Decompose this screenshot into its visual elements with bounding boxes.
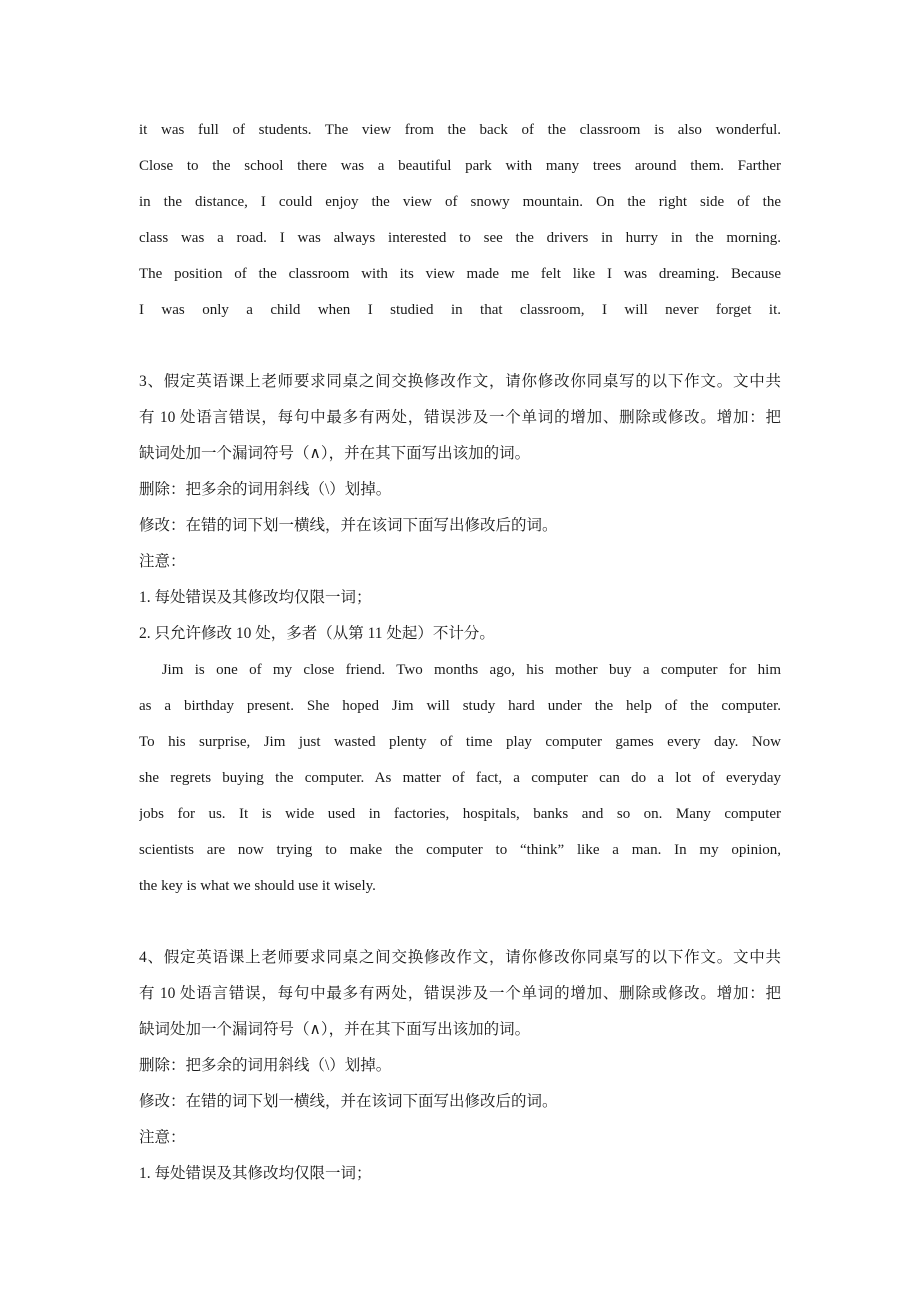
- document-page: [139, 112, 781, 1192]
- question-3-instruction: 缺词处加一个漏词符号（∧），并在其下面写出该加的词。: [139, 445, 531, 462]
- question-3: [139, 364, 781, 904]
- question-3-delete-rule: 删除：把多余的词用斜线（\）划掉。: [139, 481, 392, 498]
- question-4-instruction: 有 10 处语言错误，每句中最多有两处，错误涉及一个单词的增加、删除或修改。增加：把: [139, 985, 781, 1002]
- question-4-note-heading: 注意：: [139, 1129, 186, 1146]
- previous-passage: [139, 112, 781, 328]
- essay-line: the key is what we should use it wisely.: [139, 878, 376, 894]
- question-3-note-2: 2. 只允许修改 10 处，多者（从第 11 处起）不计分。: [139, 625, 495, 642]
- question-3-instruction: 3、假定英语课上老师要求同桌之间交换修改作文，请你修改你同桌写的以下作文。文中共: [139, 373, 781, 390]
- question-4-instruction: 4、假定英语课上老师要求同桌之间交换修改作文，请你修改你同桌写的以下作文。文中共: [139, 949, 781, 966]
- question-4-instruction: 缺词处加一个漏词符号（∧），并在其下面写出该加的词。: [139, 1021, 531, 1038]
- passage-line: it was full of students. The view from the back of the classroom is also wonderful.: [139, 122, 781, 138]
- question-4-delete-rule: 删除：把多余的词用斜线（\）划掉。: [139, 1057, 392, 1074]
- essay-line: To his surprise, Jim just wasted plenty of time play computer games every day. Now: [139, 734, 781, 750]
- question-4: [139, 940, 781, 1192]
- passage-line: class was a road. I was always interested to see the drivers in hurry in the morning.: [139, 230, 781, 246]
- essay-line: as a birthday present. She hoped Jim will study hard under the help of the computer.: [139, 698, 781, 714]
- essay-line: Jim is one of my close friend. Two months ago, his mother buy a computer for him: [139, 662, 781, 678]
- passage-line: in the distance, I could enjoy the view of snowy mountain. On the right side of the: [139, 194, 781, 210]
- question-3-note-1: 1. 每处错误及其修改均仅限一词；: [139, 589, 372, 606]
- spacer: [139, 328, 781, 364]
- question-4-modify-rule: 修改：在错的词下划一横线，并在该词下面写出修改后的词。: [139, 1093, 558, 1110]
- question-4-note-1: 1. 每处错误及其修改均仅限一词；: [139, 1165, 372, 1182]
- essay-line: scientists are now trying to make the computer to “think” like a man. In my opinion,: [139, 842, 781, 858]
- question-3-modify-rule: 修改：在错的词下划一横线，并在该词下面写出修改后的词。: [139, 517, 558, 534]
- essay-line: jobs for us. It is wide used in factories, hospitals, banks and so on. Many computer: [139, 806, 781, 822]
- passage-line: I was only a child when I studied in that classroom, I will never forget it.: [139, 302, 781, 318]
- essay-line: she regrets buying the computer. As matter of fact, a computer can do a lot of everyday: [139, 770, 781, 786]
- question-3-note-heading: 注意：: [139, 553, 186, 570]
- spacer: [139, 904, 781, 940]
- passage-line: The position of the classroom with its view made me felt like I was dreaming. Because: [139, 266, 781, 282]
- question-3-instruction: 有 10 处语言错误，每句中最多有两处，错误涉及一个单词的增加、删除或修改。增加：把: [139, 409, 781, 426]
- passage-line: Close to the school there was a beautiful park with many trees around them. Farther: [139, 158, 781, 174]
